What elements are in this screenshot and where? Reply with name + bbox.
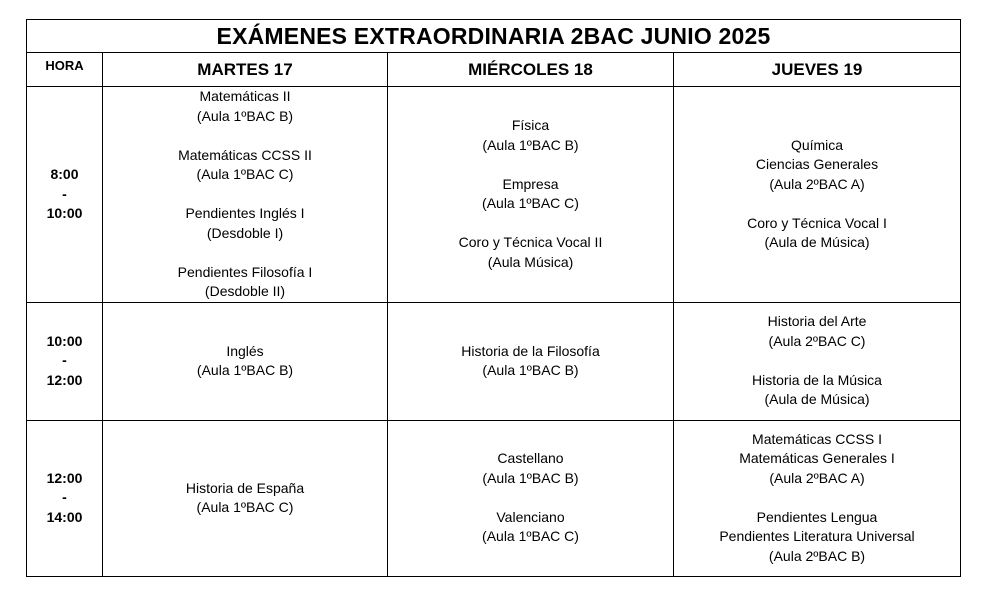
exam-entry <box>388 116 673 155</box>
exam-subject: Pendientes Literatura Universal <box>719 528 915 545</box>
exam-subject: Historia de España <box>185 479 305 496</box>
time-slot-cell <box>27 302 103 420</box>
exam-subject: Ciencias Generales <box>755 156 879 173</box>
header-row <box>27 53 961 87</box>
exam-room: (Aula 2ºBAC A) <box>769 175 865 192</box>
exam-entry <box>674 508 960 567</box>
time-slot-cell <box>27 420 103 576</box>
exam-room: (Aula 1ºBAC B) <box>196 107 294 124</box>
exam-subject: Pendientes Lengua <box>756 508 878 525</box>
exam-room: (Aula 2ºBAC B) <box>768 547 866 564</box>
exam-cell-thursday <box>674 87 961 303</box>
exam-subject: Matemáticas CCSS II <box>178 146 312 163</box>
exam-subject: Coro y Técnica Vocal I <box>747 214 887 231</box>
exam-subject: Matemáticas Generales I <box>739 450 895 467</box>
exam-entry <box>674 371 960 410</box>
exam-cell-tuesday <box>103 87 388 303</box>
exam-subject: Pendientes Inglés I <box>185 205 305 221</box>
exam-subject: Pendientes Filosofía I <box>177 263 313 280</box>
exam-cell-tuesday <box>103 302 388 420</box>
exam-subject: Castellano <box>497 450 564 467</box>
exam-room: (Aula 1ºBAC B) <box>482 469 579 486</box>
day-header-thursday: JUEVES 19 <box>674 53 961 87</box>
exam-entry <box>103 479 387 518</box>
exam-cell-tuesday <box>103 420 388 576</box>
time-separator: - <box>62 185 67 202</box>
exam-entry <box>388 175 673 214</box>
time-separator: - <box>62 489 67 506</box>
exam-entry <box>388 342 673 381</box>
time-start: 10:00 <box>46 332 83 349</box>
exam-entry <box>674 430 960 489</box>
day-header-wednesday: MIÉRCOLES 18 <box>388 53 674 87</box>
time-separator: - <box>62 352 67 369</box>
exam-room: (Aula 1ºBAC C) <box>196 166 294 182</box>
exam-subject: Matemáticas CCSS I <box>752 430 882 447</box>
exam-room: (Aula 1ºBAC B) <box>482 362 579 378</box>
exam-entry <box>388 233 673 272</box>
exam-entry <box>674 136 960 195</box>
exam-subject: Inglés <box>226 342 264 359</box>
exam-cell-wednesday <box>388 420 674 576</box>
exam-subject: Empresa <box>502 175 559 192</box>
exam-cell-thursday <box>674 420 961 576</box>
time-slot-cell <box>27 87 103 303</box>
time-end: 10:00 <box>46 205 83 221</box>
exam-entry <box>103 87 387 126</box>
exam-room: (Aula 1ºBAC C) <box>482 195 579 212</box>
hora-column-header: HORA <box>27 53 103 87</box>
exam-entry <box>103 146 387 185</box>
exam-cell-wednesday <box>388 302 674 420</box>
exam-subject: Valenciano <box>496 508 565 525</box>
exam-subject: Historia del Arte <box>767 313 867 330</box>
time-end: 12:00 <box>46 371 83 388</box>
exam-room: (Desdoble I) <box>206 224 284 241</box>
exam-cell-wednesday <box>388 87 674 303</box>
exam-room: (Aula 1ºBAC C) <box>482 528 579 545</box>
exam-entry <box>674 312 960 351</box>
exam-entry <box>103 204 387 243</box>
exam-room: (Aula 2ºBAC A) <box>769 469 865 486</box>
exam-room: (Desdoble II) <box>204 283 286 299</box>
exam-entry <box>388 449 673 488</box>
time-slot-row <box>27 87 961 303</box>
exam-room: (Aula 1ºBAC C) <box>196 499 294 515</box>
exam-cell-thursday <box>674 302 961 420</box>
time-slot-row <box>27 420 961 576</box>
exam-subject: Física <box>511 117 550 134</box>
exam-subject: Historia de la Filosofía <box>461 342 600 359</box>
exam-schedule-table <box>26 19 961 577</box>
exam-entry <box>388 508 673 547</box>
time-slot-row <box>27 302 961 420</box>
exam-subject: Coro y Técnica Vocal II <box>458 234 603 251</box>
time-start: 12:00 <box>46 469 83 486</box>
exam-entry <box>103 263 387 302</box>
exam-subject: Historia de la Música <box>752 371 882 388</box>
day-header-tuesday: MARTES 17 <box>103 53 388 87</box>
exam-room: (Aula 1ºBAC B) <box>482 136 579 153</box>
exam-entry <box>103 342 387 381</box>
schedule-title: EXÁMENES EXTRAORDINARIA 2BAC JUNIO 2025 <box>27 20 961 53</box>
exam-subject: Matemáticas II <box>199 88 291 104</box>
exam-room: (Aula de Música) <box>764 391 870 408</box>
exam-subject: Química <box>790 136 844 153</box>
exam-entry <box>674 214 960 253</box>
time-start: 8:00 <box>50 166 79 182</box>
exam-room: (Aula 2ºBAC C) <box>768 332 866 349</box>
exam-room: (Aula Música) <box>487 253 574 270</box>
time-end: 14:00 <box>46 508 83 525</box>
exam-room: (Aula de Música) <box>764 234 870 251</box>
exam-room: (Aula 1ºBAC B) <box>196 362 294 378</box>
